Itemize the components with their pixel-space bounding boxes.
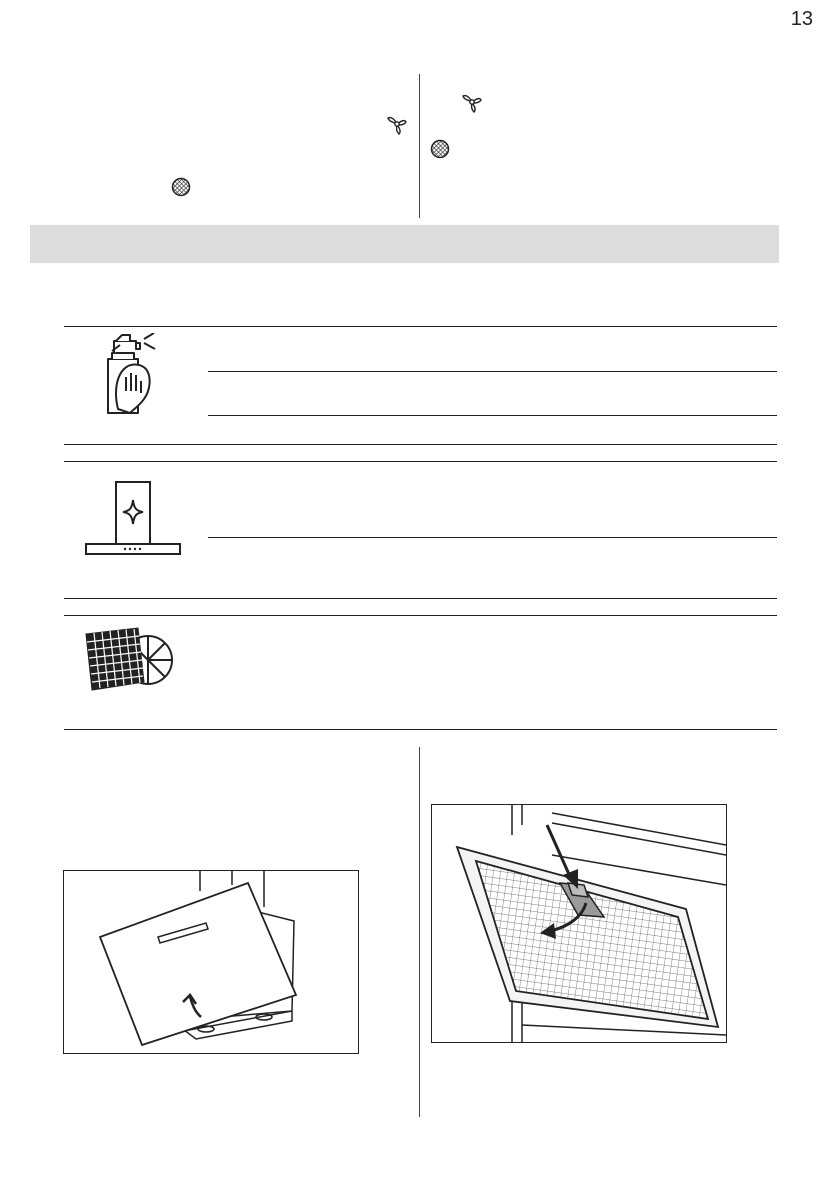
grease-filter-icon [430, 139, 450, 159]
page-number: 13 [790, 8, 813, 30]
spray-and-cloth-icon [100, 333, 160, 417]
charcoal-and-grease-filter-icon [82, 620, 176, 698]
table-rule [208, 415, 777, 416]
column-divider-top [419, 74, 420, 218]
grease-filter-release-illustration [431, 804, 727, 1043]
grease-filter-icon [171, 177, 191, 197]
table-rule [64, 326, 777, 327]
table-rule [208, 371, 777, 372]
table-rule [64, 598, 777, 599]
section-heading-band [30, 225, 779, 263]
table-rule [64, 444, 777, 445]
fan-icon [460, 90, 484, 114]
fan-icon [385, 112, 409, 136]
column-divider-bottom [419, 747, 420, 1117]
cooker-hood-shine-icon [84, 480, 182, 558]
table-rule [208, 537, 777, 538]
table-rule [64, 461, 777, 462]
open-front-panel-illustration [63, 870, 359, 1054]
table-rule [64, 615, 777, 616]
table-rule [64, 729, 777, 730]
